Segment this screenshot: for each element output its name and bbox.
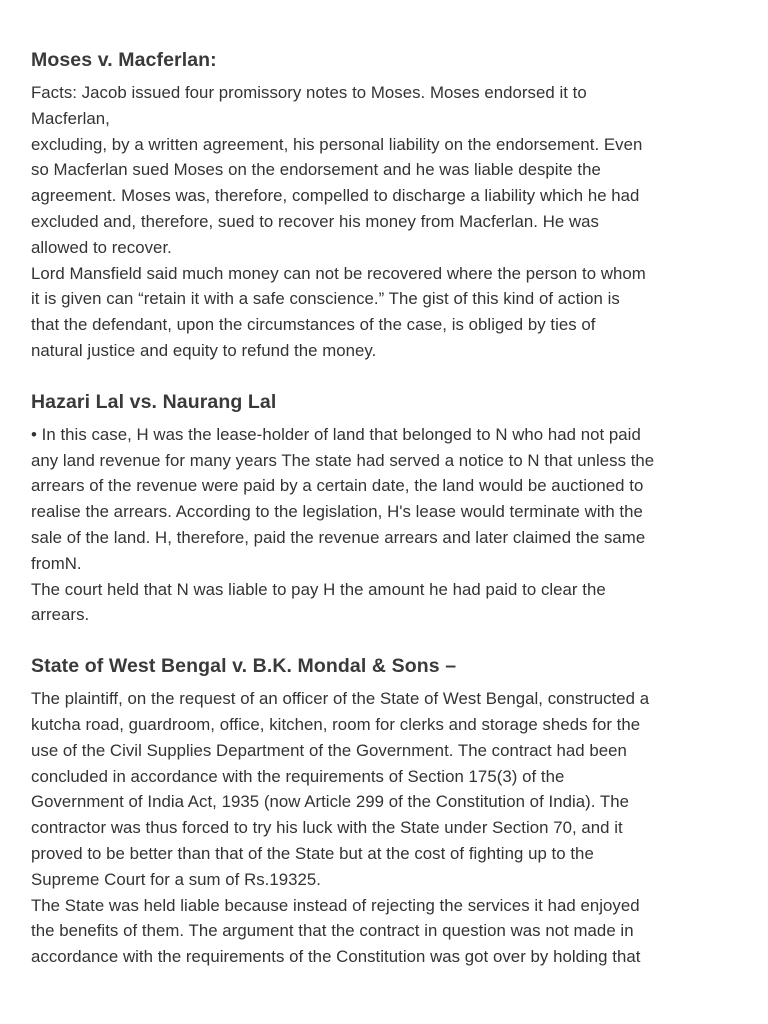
case-paragraph: The court held that N was liable to pay H the amount he had paid to clear the arrears. [31, 579, 606, 625]
case-hazari-lal-vs-naurang-lal [31, 388, 738, 628]
case-paragraph: excluding, by a written agreement, his personal liability on the endorsement. Even so Macferlan sued Moses on the endorsement and he was liable despite the agreement. Moses was, therefore, compelled to discharge a liability which he had excluded and, therefore, sued to recover his money from Macferlan. He was allowed to recover. [31, 134, 643, 257]
case-title: Moses v. Macferlan: [31, 49, 217, 71]
case-paragraph: • In this case, H was the lease-holder of land that belonged to N who had not paid any land revenue for many years The state had served a notice to N that unless the arrears of the revenue were paid by a certain date, the land would be auctioned to realise the arrears. According to the legislation, H's lease would terminate with the sale of the land. H, therefore, paid the revenue arrears and later claimed the same fromN. [31, 424, 655, 573]
case-state-of-west-bengal-v-bk-mondal [31, 652, 738, 970]
case-paragraph: Facts: Jacob issued four promissory notes to Moses. Moses endorsed it to Macferlan, [31, 83, 587, 128]
case-title: Hazari Lal vs. Naurang Lal [31, 390, 277, 413]
case-paragraph: The State was held liable because instead of rejecting the services it had enjoyed the benefits of them. The argument that the contract in question was not made in accordance with the requirements of the Constitution was got over by holding that [31, 895, 641, 967]
case-moses-v-macferlan [31, 46, 738, 364]
case-paragraph: Lord Mansfield said much money can not be recovered where the person to whom it is given can “retain it with a safe conscience.” The gist of this kind of action is that the defendant, upon the circumstances of the case, is obliged by ties of natural justice and equity to refund the money. [31, 263, 646, 360]
case-title: State of West Bengal v. B.K. Mondal & Sons – [31, 655, 457, 678]
case-paragraph: The plaintiff, on the request of an officer of the State of West Bengal, constructed a kutcha road, guardroom, office, kitchen, room for clerks and storage sheds for the use of the Civil Supplies Department of the Government. The contract had been concluded in accordance with the requirements of Section 175(3) of the Government of India Act, 1935 (now Article 299 of the Constitution of India). The contractor was thus forced to try his luck with the State under Section 70, and it proved to be better than that of the State but at the cost of fighting up to the Supreme Court for a sum of Rs.19325. [31, 689, 650, 889]
